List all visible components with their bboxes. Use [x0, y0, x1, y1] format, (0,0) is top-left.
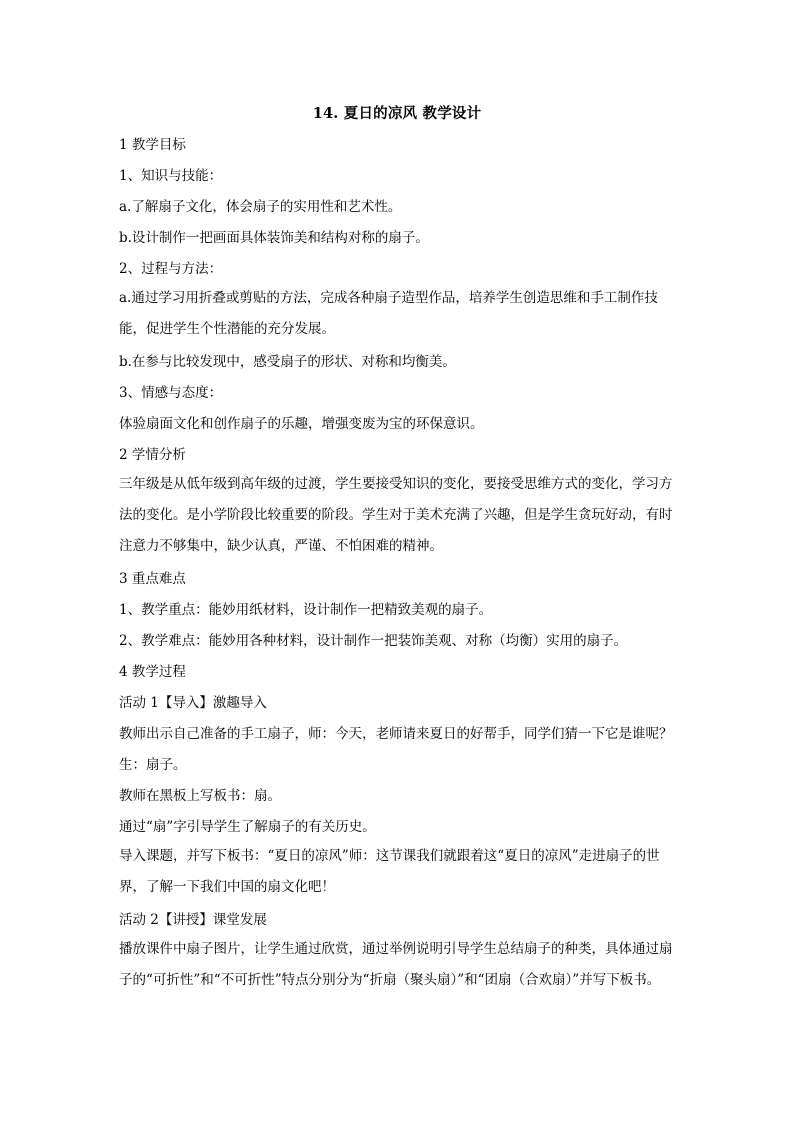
document-body: [119, 133, 679, 1001]
document-title: 14. 夏日的凉风 教学设计: [312, 105, 482, 122]
section-heading-process: 4 教学过程: [119, 664, 186, 680]
text-line: b.设计制作一把画面具体装饰美和结构对称的扇子。: [119, 230, 429, 246]
text-line: 通过“扇”字引导学生了解扇子的有关历史。: [119, 819, 376, 835]
paragraph: 导入课题，并写下板书：“夏日的凉风”师：这节课我们就跟着这“夏日的凉风”走进扇子的世界，了解一下我们中国的扇文化吧！: [119, 848, 660, 895]
subheading-process-methods: 2、过程与方法：: [119, 261, 223, 277]
activity-heading: 活动 1【导入】激趣导入: [119, 695, 267, 711]
text-line: 教师出示自己准备的手工扇子，师：今天，老师请来夏日的好帮手，同学们猜一下它是谁呢？: [119, 726, 673, 742]
text-line: 2、教学难点：能妙用各种材料，设计制作一把装饰美观、对称（均衡）实用的扇子。: [119, 633, 628, 649]
section-heading-objectives: 1 教学目标: [119, 137, 186, 153]
activity-heading: 活动 2【讲授】课堂发展: [119, 912, 267, 928]
section-heading-analysis: 2 学情分析: [119, 447, 186, 463]
text-line: a.了解扇子文化，体会扇子的实用性和艺术性。: [119, 199, 402, 215]
section-heading-key-points: 3 重点难点: [119, 571, 186, 587]
paragraph: 三年级是从低年级到高年级的过渡，学生要接受知识的变化，要接受思维方式的变化，学习方法的变化。是小学阶段比较重要的阶段。学生对于美术充满了兴趣，但是学生贪玩好动，有时注意力不够集中，缺少认真，严谨、不怕困难的精神。: [119, 476, 673, 554]
paragraph: a.通过学习用折叠或剪贴的方法，完成各种扇子造型作品，培养学生创造思维和手工制作技能，促进学生个性潜能的充分发展。: [119, 290, 658, 337]
text-line: 教师在黑板上写板书：扇。: [119, 788, 281, 804]
paragraph: 播放课件中扇子图片，让学生通过欣赏，通过举例说明引导学生总结扇子的种类，具体通过扇子的“可折性”和“不可折性”特点分别分为“折扇（聚头扇）”和“团扇（合欢扇）”并写下板书。: [119, 941, 673, 988]
text-line: 生：扇子。: [119, 757, 187, 773]
text-line: b.在参与比较发现中，感受扇子的形状、对称和均衡美。: [119, 354, 456, 370]
text-line: 体验扇面文化和创作扇子的乐趣，增强变废为宝的环保意识。: [119, 416, 484, 432]
text-line: 1、教学重点：能妙用纸材料，设计制作一把精致美观的扇子。: [119, 602, 493, 618]
subheading-knowledge-skills: 1、知识与技能：: [119, 168, 223, 184]
subheading-attitude: 3、情感与态度：: [119, 385, 223, 401]
